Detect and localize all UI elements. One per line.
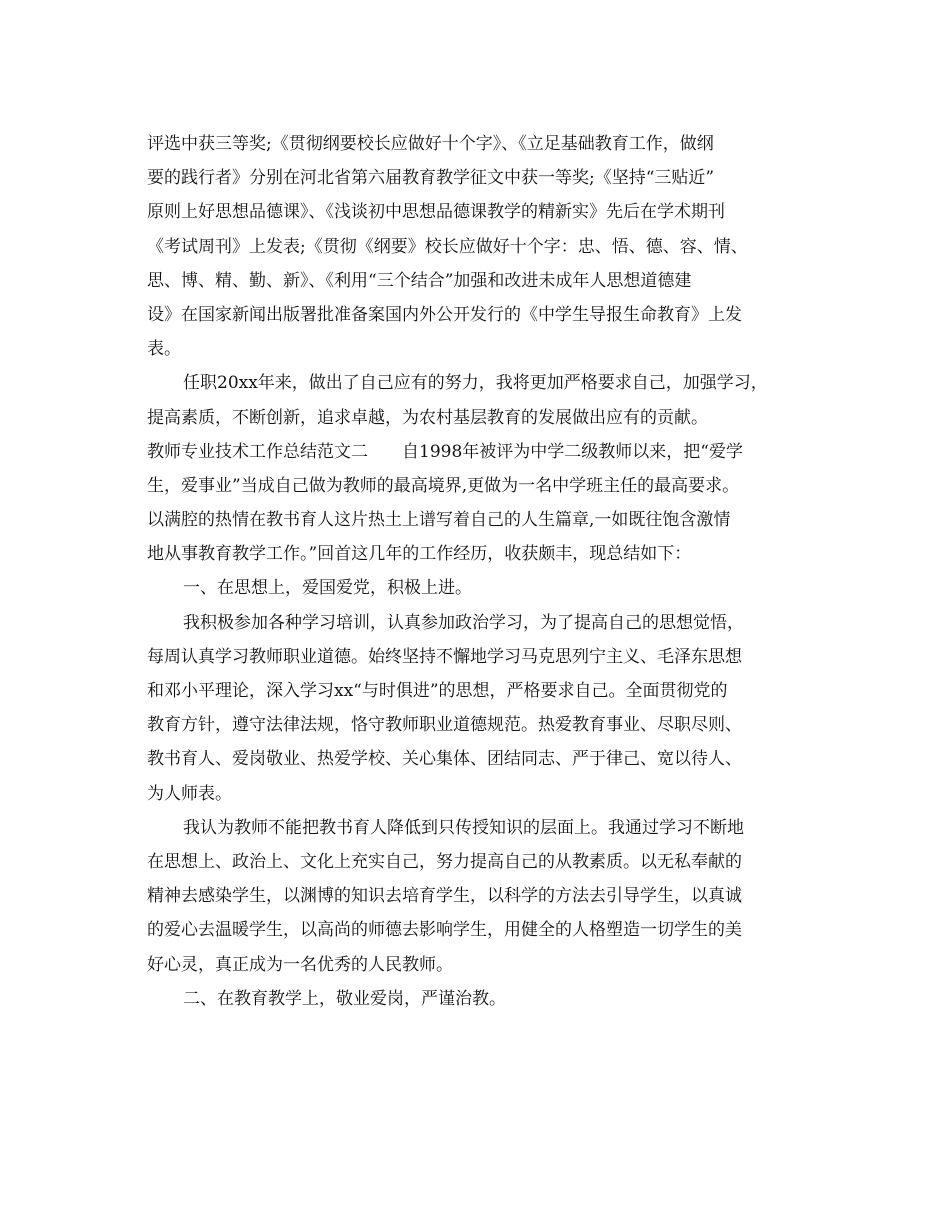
text-line: 好心灵，真正成为一名优秀的人民教师。 [147, 954, 453, 975]
text-line: 二、在教育教学上，敬业爱岗，严谨治教。 [183, 988, 506, 1009]
text-line: 的爱心去温暖学生，以高尚的师德去影响学生，用健全的人格塑造一切学生的美 [147, 920, 742, 941]
text-line: 在思想上、政治上、文化上充实自己，努力提高自己的从教素质。以无私奉献的 [147, 851, 742, 872]
text-line: 生，爱事业”当成自己做为教师的最高境界,更做为一名中学班主任的最高要求。 [147, 475, 740, 496]
text-line: 任职20xx年来，做出了自己应有的努力，我将更加严格要求自己，加强学习， [183, 373, 768, 394]
text-line: 我积极参加各种学习培训，认真参加政治学习，为了提高自己的思想觉悟， [183, 612, 744, 633]
text-line: 教育方针，遵守法律法规，恪守教师职业道德规范。热爱教育事业、尽职尽则、 [147, 715, 742, 736]
text-line: 地从事教育教学工作。”回首这几年的工作经历，收获颇丰，现总结如下： [147, 544, 692, 565]
text-line: 思、博、精、勤、新》、《利用“三个结合”加强和改进未成年人思想道德建 [147, 270, 692, 291]
text-line: 评选中获三等奖;《贯彻纲要校长应做好十个字》、《立足基础教育工作，做纲 [147, 134, 714, 154]
text-line: 原则上好思想品德课》、《浅谈初中思想品德课教学的精新实》先后在学术期刊 [147, 202, 725, 223]
document-body [147, 127, 827, 1016]
text-line: 每周认真学习教师职业道德。始终坚持不懈地学习马克思列宁主义、毛泽东思想 [147, 646, 742, 667]
text-line: 精神去感染学生，以渊博的知识去培育学生，以科学的方法去引导学生，以真诚 [147, 886, 742, 907]
text-line: 以满腔的热情在教书育人这片热土上谱写着自己的人生篇章,一如既往饱含激情 [147, 510, 731, 531]
text-line: 要的践行者》分别在河北省第六届教育教学征文中获一等奖;《坚持“三贴近” [147, 168, 715, 189]
text-line: 提高素质，不断创新，追求卓越，为农村基层教育的发展做出应有的贡献。 [147, 407, 708, 428]
text-line: 我认为教师不能把教书育人降低到只传授知识的层面上。我通过学习不断地 [183, 817, 744, 838]
text-line: 一、在思想上，爱国爱党，积极上进。 [183, 578, 472, 599]
text-line: 《考试周刊》上发表;《贯彻《纲要》校长应做好十个字：忠、悟、德、容、情、 [147, 236, 748, 257]
text-line: 和邓小平理论，深入学习xx“与时俱进”的思想，严格要求自己。全面贯彻党的 [147, 681, 728, 701]
text-line: 教师专业技术工作总结范文二 自1998年被评为中学二级教师以来，把“爱学 [147, 441, 743, 462]
text-line: 为人师表。 [147, 783, 232, 804]
text-line: 教书育人、爱岗敬业、热爱学校、关心集体、团结同志、严于律己、宽以待人、 [147, 749, 742, 770]
text-line: 设》在国家新闻出版署批准备案国内外公开发行的《中学生导报生命教育》上发 [147, 304, 742, 325]
text-line: 表。 [147, 339, 181, 360]
